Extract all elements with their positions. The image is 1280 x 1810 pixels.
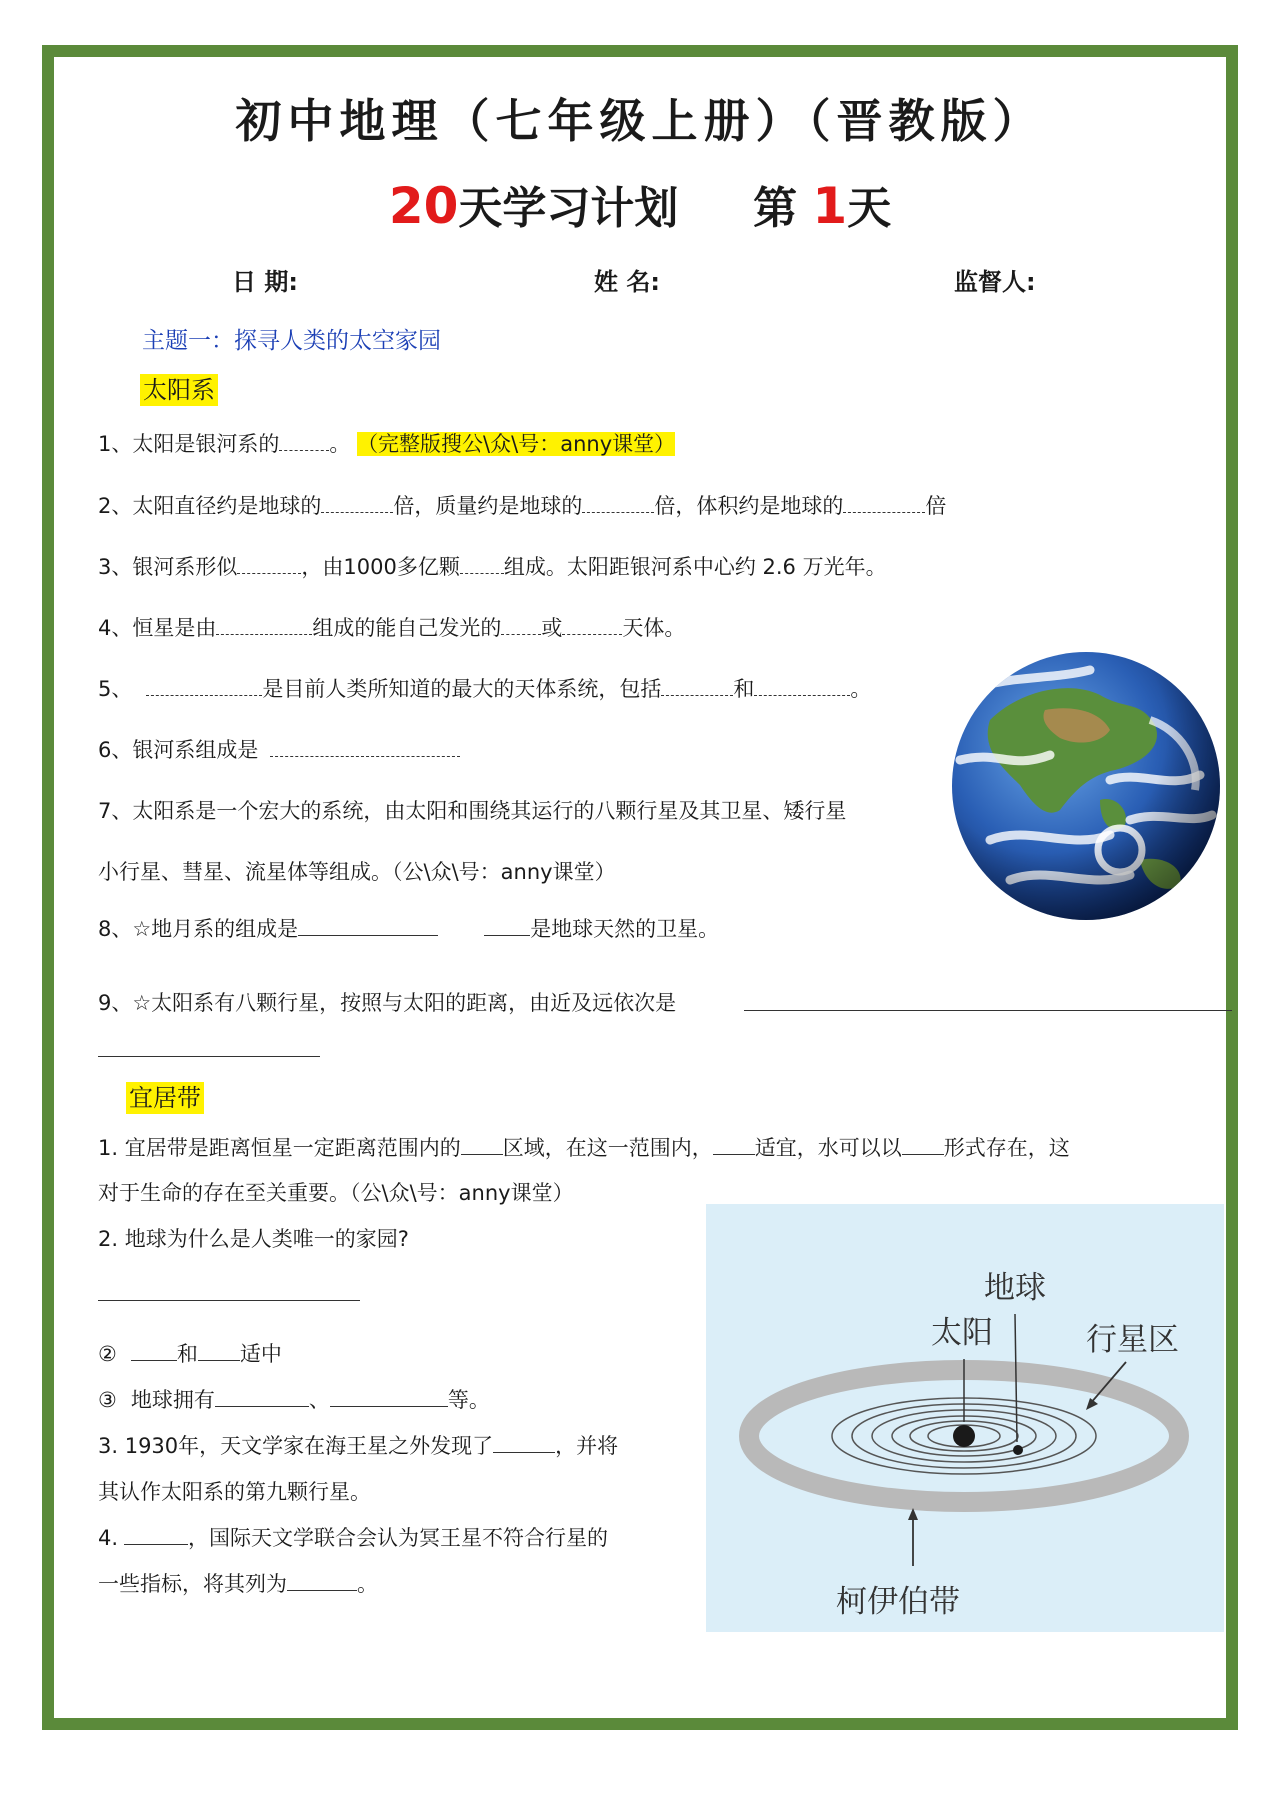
answer-line — [98, 1300, 360, 1301]
earth-marker — [1013, 1445, 1023, 1455]
earth-image — [950, 650, 1222, 922]
question-7-line1: 7、太阳系是一个宏大的系统，由太阳和围绕其运行的八颗行星及其卫星、矮行星 — [98, 799, 847, 823]
sun-marker — [953, 1425, 975, 1447]
day-prefix: 第 — [753, 183, 798, 234]
plan-text: 天学习计划 — [458, 183, 679, 234]
question-1: 1、太阳是银河系的 。 （完整版搜公\众\号：anny课堂） — [98, 432, 676, 456]
kuiper-belt-diagram — [706, 1204, 1224, 1632]
highlight-note: （完整版搜公\众\号：anny课堂） — [357, 432, 676, 456]
supervisor-label: 监督人: — [954, 268, 1036, 296]
date-label: 日 期: — [232, 268, 298, 296]
habitable-question-1-line1: 1. 宜居带是距离恒星一定距离范围内的 区域，在这一范围内， 适宜，水可以以 形式存在，这 — [98, 1136, 1070, 1160]
topic-heading: 主题一：探寻人类的太空家园 — [142, 328, 441, 354]
habitable-question-3-line2: 其认作太阳系的第九颗行星。 — [98, 1480, 371, 1504]
question-4: 4、恒星是由 组成的能自己发光的 或 天体。 — [98, 616, 686, 640]
study-plan-heading — [0, 172, 1280, 236]
page-title: 初中地理（七年级上册）（晋教版） — [235, 94, 1045, 148]
section-habitable-zone: 宜居带 — [126, 1082, 204, 1114]
label-planet-zone: 行星区 — [1086, 1322, 1179, 1358]
orbit-diagram — [706, 1204, 1224, 1632]
question-3: 3、银河系形似 ，由1000多亿颗 组成。太阳距银河系中心约 2.6 万光年。 — [98, 555, 887, 579]
question-2: 2、太阳直径约是地球的 倍，质量约是地球的 倍，体积约是地球的 倍 — [98, 494, 947, 518]
label-earth: 地球 — [984, 1270, 1046, 1306]
question-7-line2: 小行星、彗星、流星体等组成。（公\众\号：anny课堂） — [98, 860, 616, 884]
answer-line — [98, 1056, 320, 1057]
habitable-question-3-line1: 3. 1930年，天文学家在海王星之外发现了 ，并将 — [98, 1434, 619, 1458]
question-6: 6、银河系组成是 — [98, 734, 460, 764]
question-8: 8、☆地月系的组成是 是地球天然的卫星。 — [98, 917, 720, 941]
day-suffix: 天 — [847, 183, 892, 234]
section-solar-system: 太阳系 — [140, 374, 218, 406]
habitable-question-2-item-2: ② 和 适中 — [98, 1342, 282, 1366]
name-label: 姓 名: — [594, 268, 660, 296]
plan-number: 20 — [388, 177, 459, 235]
label-sun: 太阳 — [931, 1315, 993, 1351]
day-number: 1 — [812, 177, 848, 235]
answer-line — [744, 1010, 1232, 1011]
habitable-question-4-line2: 一些指标，将其列为 。 — [98, 1572, 378, 1596]
label-kuiper-belt: 柯伊伯带 — [836, 1584, 960, 1620]
question-9: 9、☆太阳系有八颗行星，按照与太阳的距离，由近及远依次是 — [98, 991, 677, 1015]
habitable-question-4-line1: 4. ，国际天文学联合会认为冥王星不符合行星的 — [98, 1526, 609, 1550]
habitable-question-2-item-3: ③ 地球拥有 、 等。 — [98, 1388, 490, 1412]
question-5: 5、 是目前人类所知道的最大的天体系统，包括 和 。 — [98, 677, 872, 701]
habitable-question-2: 2. 地球为什么是人类唯一的家园? — [98, 1227, 409, 1251]
habitable-question-1-line2: 对于生命的存在至关重要。（公\众\号：anny课堂） — [98, 1181, 574, 1205]
